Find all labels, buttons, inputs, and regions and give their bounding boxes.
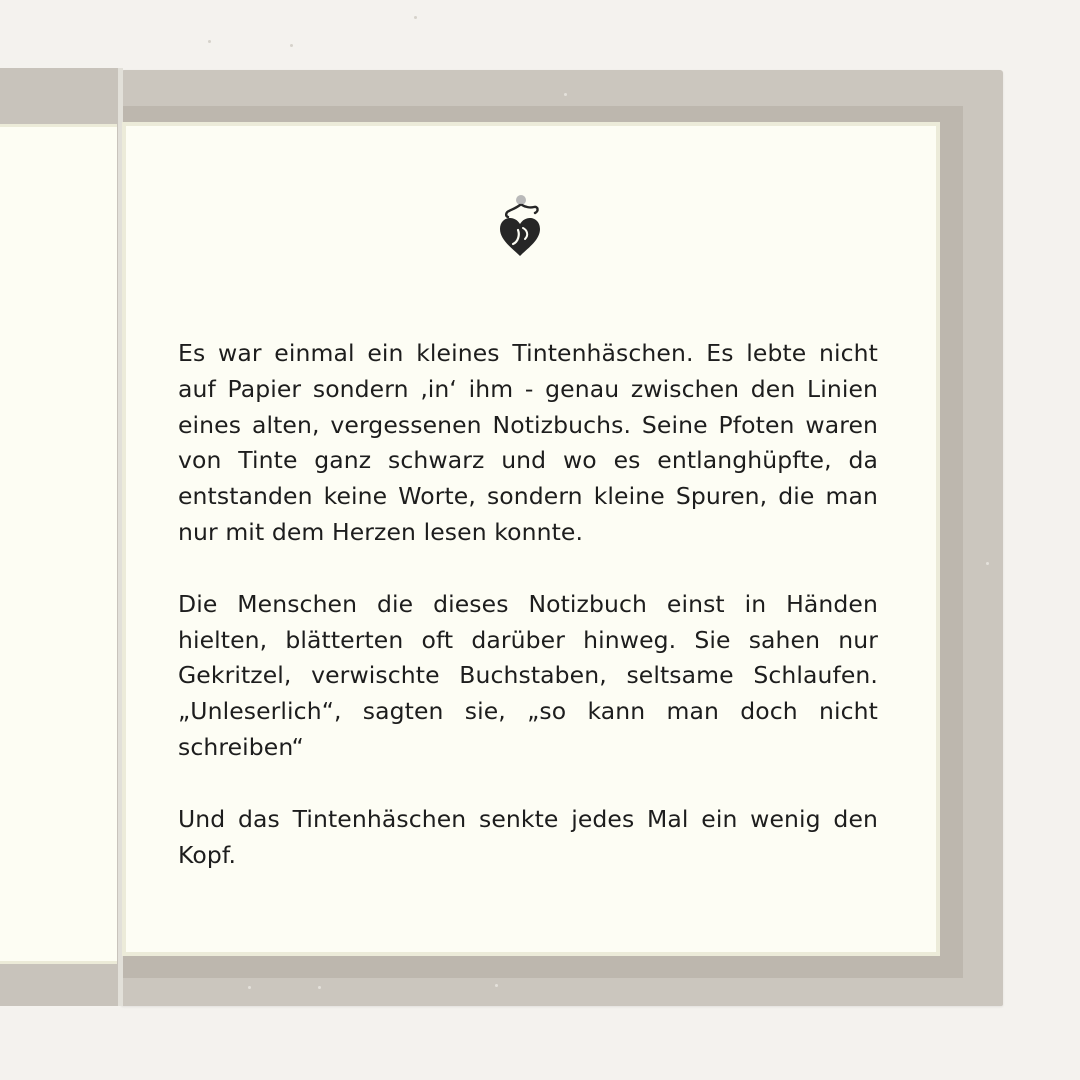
ink-heart-icon — [492, 190, 548, 262]
background-speck — [208, 40, 211, 43]
story-paragraph-2: Die Menschen die dieses Notizbuch einst in Händen hielten, blätterten oft darüber hinweg. Sie sahen nur Gekritzel, verwischte Buchstaben, seltsame Schlaufen.„Unleserlich“, sagten sie, „so kann man doch nicht schreiben“ — [178, 589, 878, 761]
cover-speck — [495, 984, 498, 987]
story-paragraph-1: Es war einmal ein kleines Tintenhäschen. Es lebte nicht auf Papier sondern ‚in‘ ihm - genau zwischen den Linien eines alten, vergessenen Notizbuchs. Seine Pfoten waren von Tinte ganz schwarz und wo es entlanghüpfte, da entstanden keine Worte, sondern kleine Spuren, die man nur mit dem Herzen lesen konnte. — [178, 339, 878, 546]
left-book-page — [0, 124, 117, 964]
background-speck — [290, 44, 293, 47]
cover-speck — [318, 986, 321, 989]
cover-speck — [248, 986, 251, 989]
story-text — [178, 336, 878, 909]
background-speck — [414, 16, 417, 19]
story-paragraph-3: Und das Tintenhäschen senkte jedes Mal ein wenig den Kopf. — [178, 804, 878, 869]
cover-speck — [564, 93, 567, 96]
cover-speck — [986, 562, 989, 565]
